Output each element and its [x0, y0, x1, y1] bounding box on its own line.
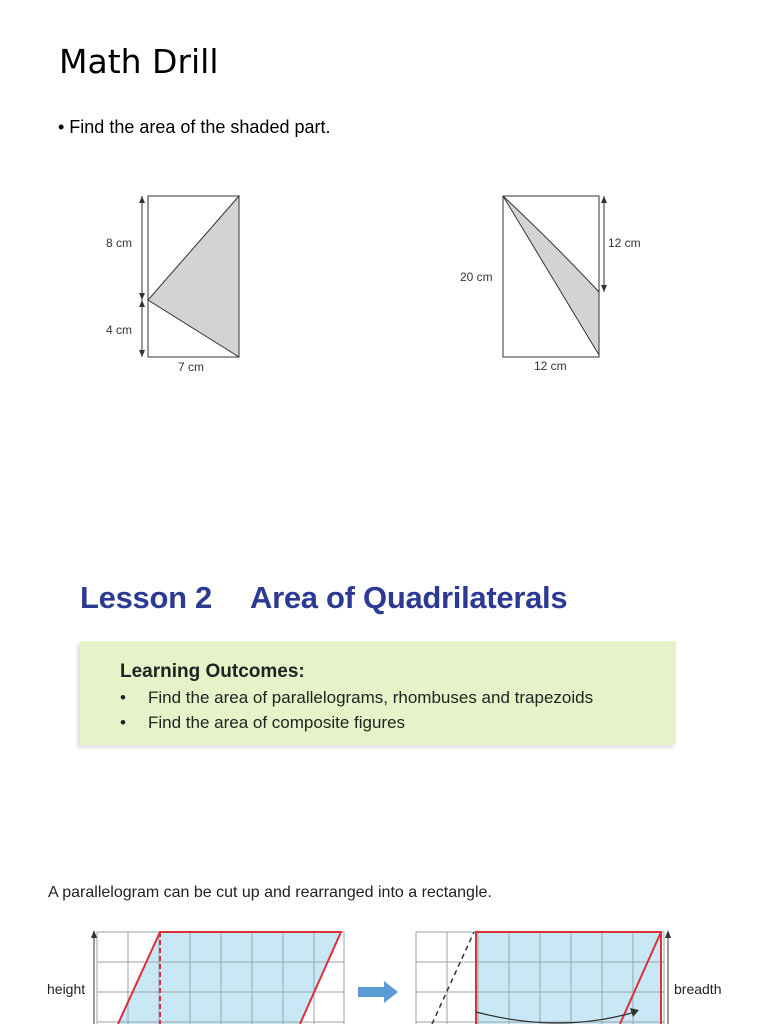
- learning-outcomes-box: [80, 641, 676, 745]
- figure-rectangle-triangle: [0, 0, 768, 400]
- bullet-icon: •: [120, 713, 126, 732]
- label-breadth: breadth: [674, 981, 722, 997]
- label-12cm-bottom: 12 cm: [534, 359, 567, 373]
- right-arrow-icon: [358, 981, 398, 1003]
- outcome-item: [120, 713, 405, 733]
- grid-right: [416, 930, 671, 1024]
- grid-left: [91, 930, 344, 1024]
- shaded-triangle-1: [148, 196, 239, 357]
- label-height: height: [47, 981, 86, 997]
- label-20cm: 20 cm: [460, 270, 493, 284]
- instruction-text: • Find the area of the shaded part.: [58, 117, 331, 137]
- parallelogram-caption: A parallelogram can be cut up and rearranged into a rectangle.: [48, 884, 492, 901]
- outcome-item: [120, 688, 593, 708]
- label-7cm: 7 cm: [178, 360, 205, 374]
- page-title: Math Drill: [59, 42, 219, 81]
- learning-outcomes-title: Learning Outcomes:: [120, 661, 305, 682]
- label-4cm: 4 cm: [106, 323, 133, 337]
- shaded-sliver-2: [503, 196, 599, 355]
- outcome-text: Find the area of composite figures: [148, 713, 406, 732]
- label-12cm-right: 12 cm: [608, 236, 641, 250]
- label-8cm: 8 cm: [106, 236, 133, 250]
- bullet-icon: •: [120, 688, 126, 707]
- parallelogram-diagram: [0, 904, 768, 1024]
- lesson-name: Area of Quadrilaterals: [249, 580, 568, 615]
- lesson-number: Lesson 2: [80, 580, 212, 615]
- outcome-text: Find the area of parallelograms, rhombuses and trapezoids: [148, 688, 594, 707]
- lesson-heading: [80, 580, 567, 616]
